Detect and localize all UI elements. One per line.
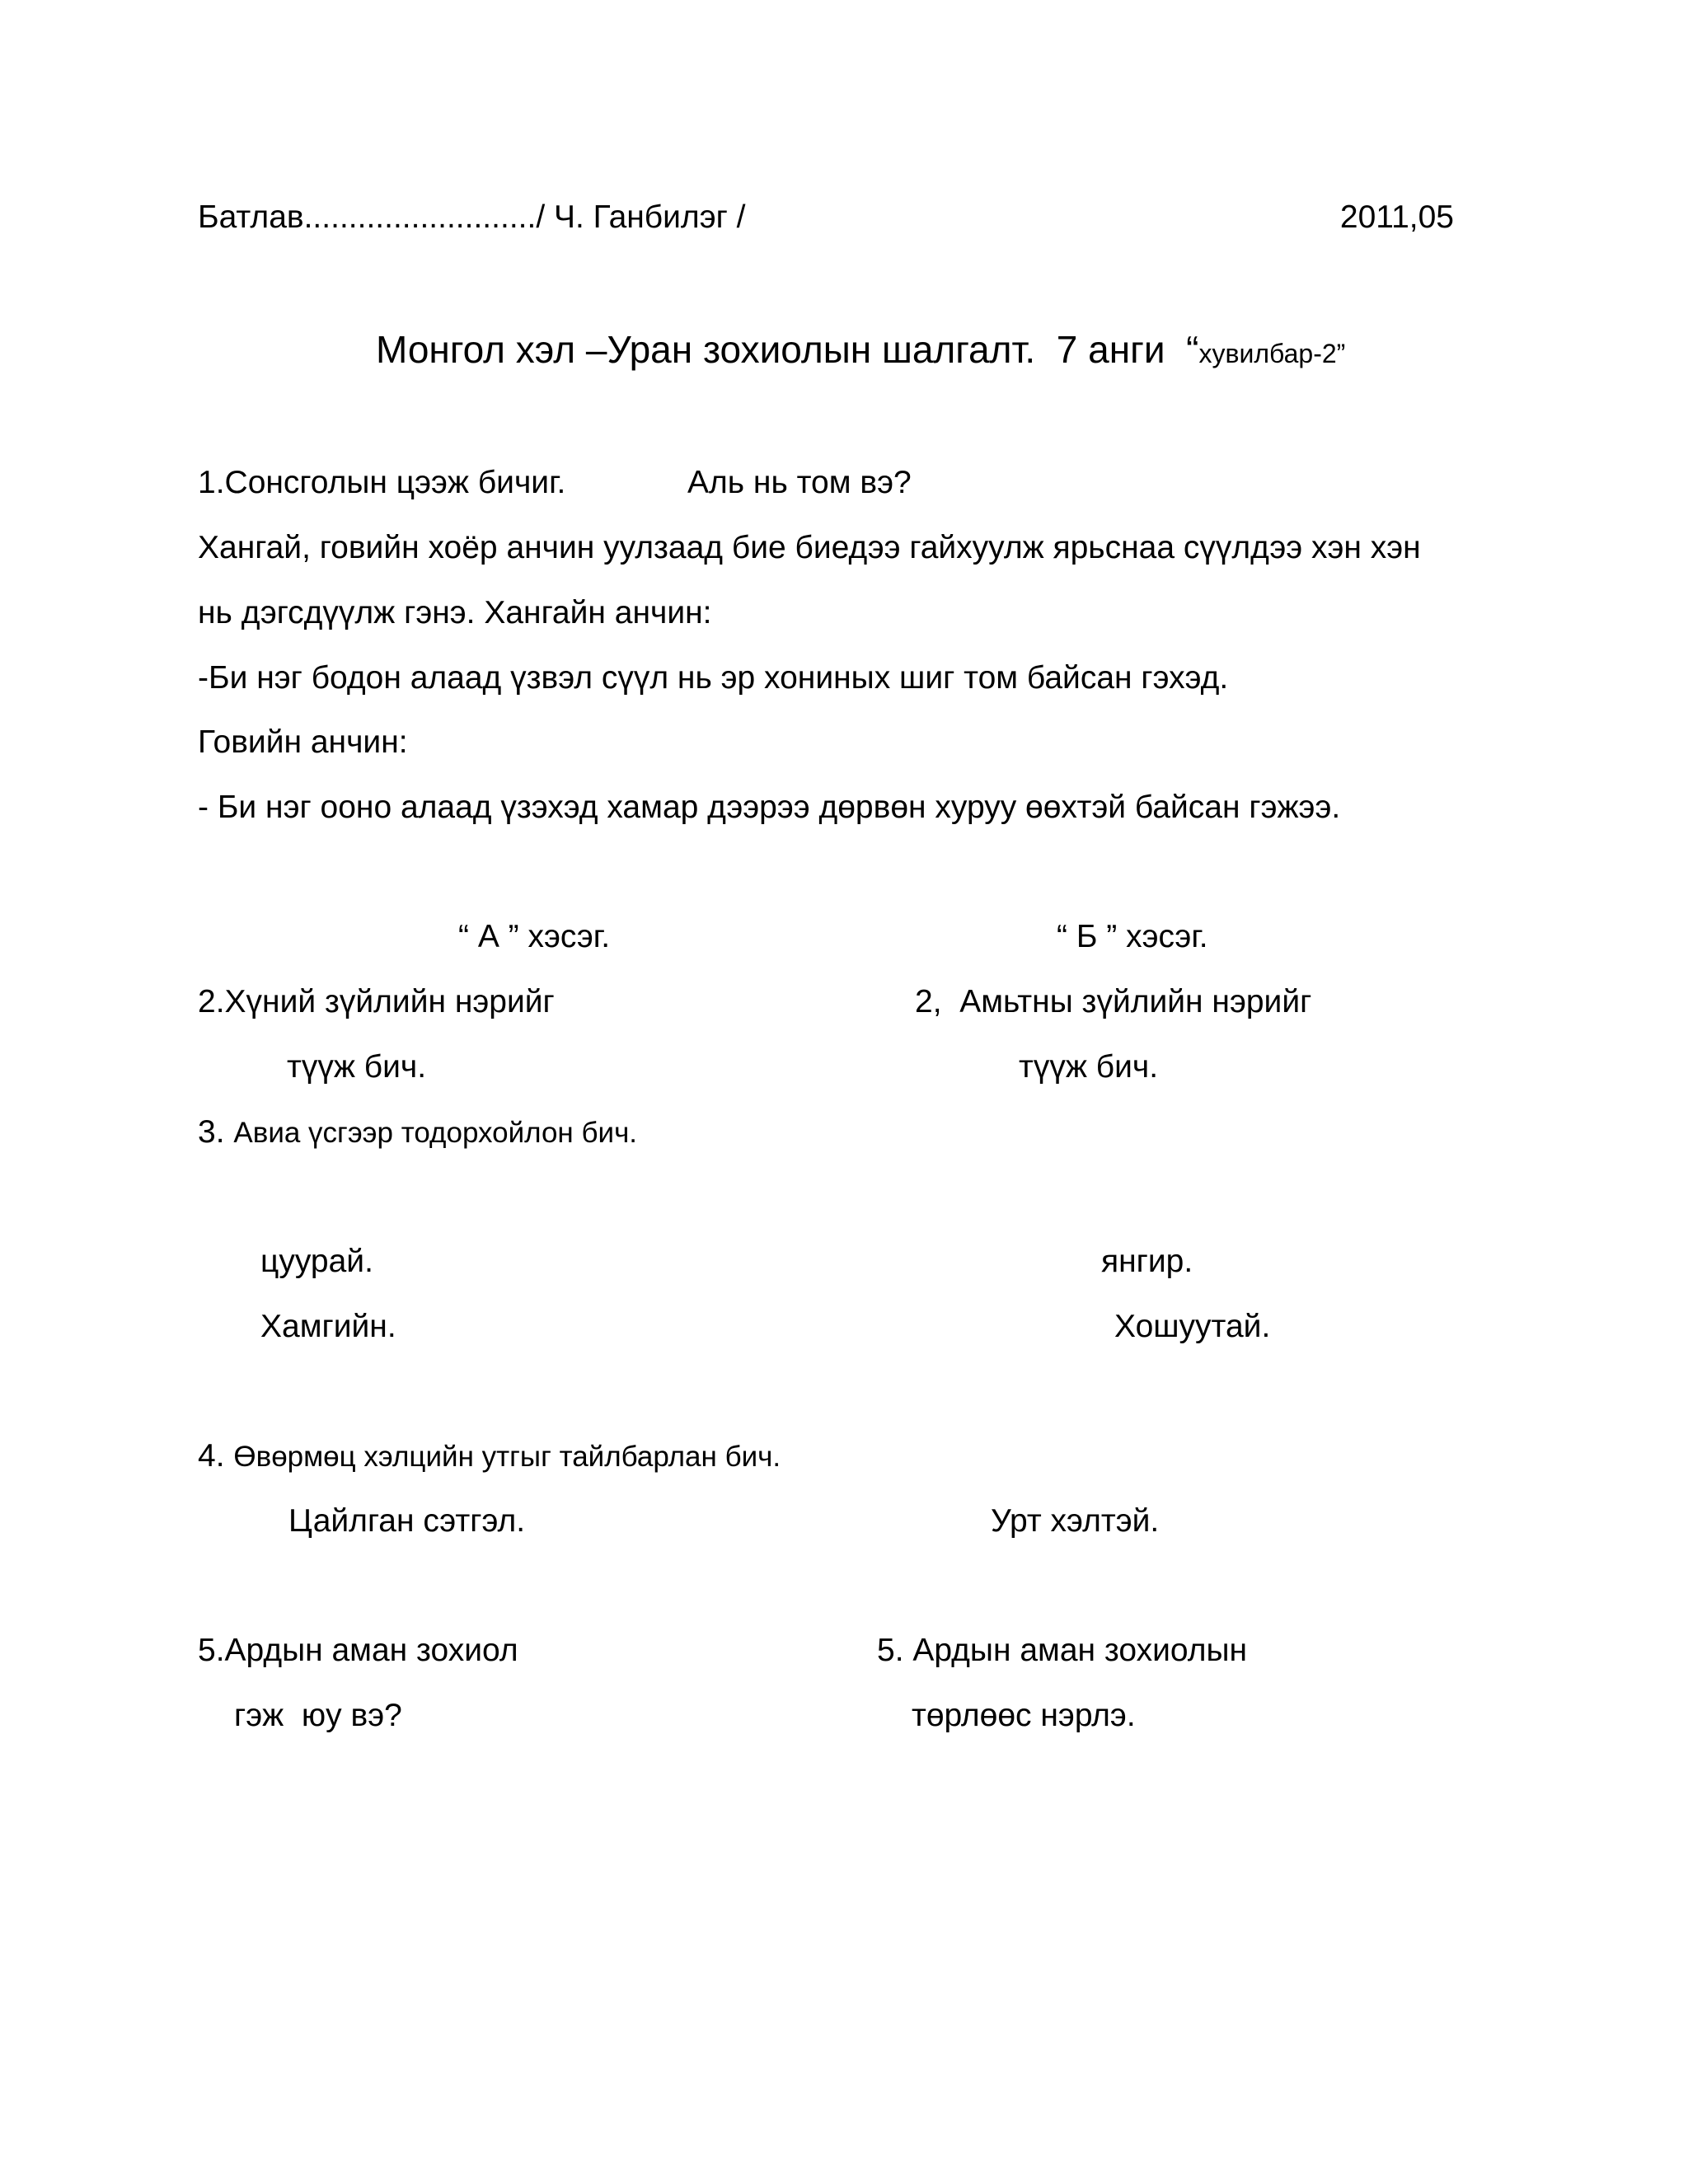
q1-text-line-2: нь дэгсдүүлж гэнэ. Хангайн анчин: — [198, 595, 712, 630]
q3-heading — [198, 1116, 637, 1148]
title-variant: хувилбар-2” — [1198, 339, 1346, 368]
document-date: 2011,05 — [1339, 199, 1454, 235]
q3-a-word-2: Хамгийн. — [260, 1309, 396, 1344]
q5-a-line-2: гэж юу вэ? — [234, 1698, 402, 1733]
q1-text-line-5: - Би нэг ооно алаад үзэхэд хамар дээрээ дөрвөн хуруу өөхтэй байсан гэжээ. — [198, 790, 1341, 825]
q5-b-line-2: төрлөөс нэрлэ. — [912, 1698, 1136, 1733]
q5-b-line-1: 5. Ардын аман зохиолын — [877, 1633, 1248, 1668]
q3-text: Авиа үсгээр тодорхойлон бич. — [233, 1117, 638, 1149]
q2-a-line-2: түүж бич. — [287, 1049, 427, 1085]
q2-a-line-1: 2.Хүний зүйлийн нэрийг — [198, 984, 555, 1019]
q4-text: Өвөрмөц хэлцийн утгыг тайлбарлан бич. — [233, 1441, 781, 1473]
section-b-heading: “ Б ” хэсэг. — [1057, 919, 1208, 954]
q1-text-line-4: Говийн анчин: — [198, 724, 408, 760]
section-a-heading: “ А ” хэсэг. — [458, 919, 611, 954]
q3-b-word-1: янгир. — [1101, 1244, 1193, 1279]
approval-line: Батлав........................../ Ч. Ганбилэг / — [198, 199, 746, 235]
q3-label: 3. — [198, 1114, 225, 1150]
q4-b-word: Урт хэлтэй. — [991, 1503, 1160, 1539]
q3-b-word-2: Хошуутай. — [1114, 1309, 1271, 1344]
title-main: Монгол хэл –Уран зохиолын шалгалт. 7 анги “ — [376, 328, 1199, 371]
page-title — [376, 328, 1346, 371]
q1-text-line-3: -Би нэг бодон алаад үзвэл сүүл нь эр хониных шиг том байсан гэхэд. — [198, 660, 1229, 696]
q5-a-line-1: 5.Ардын аман зохиол — [198, 1633, 518, 1668]
q3-a-word-1: цуурай. — [260, 1244, 373, 1279]
q4-a-word: Цайлган сэтгэл. — [288, 1503, 526, 1539]
q2-b-line-2: түүж бич. — [1019, 1049, 1159, 1085]
q4-label: 4. — [198, 1438, 225, 1474]
q2-b-line-1: 2, Амьтны зүйлийн нэрийг — [915, 984, 1312, 1019]
q1-question: Аль нь том вэ? — [687, 465, 912, 500]
q1-label: 1.Сонсголын цээж бичиг. — [198, 465, 566, 500]
q1-text-line-1: Хангай, говийн хоёр анчин уулзаад бие биедээ гайхуулж ярьснаа сүүлдээ хэн хэн — [198, 530, 1421, 565]
q4-heading — [198, 1440, 781, 1472]
